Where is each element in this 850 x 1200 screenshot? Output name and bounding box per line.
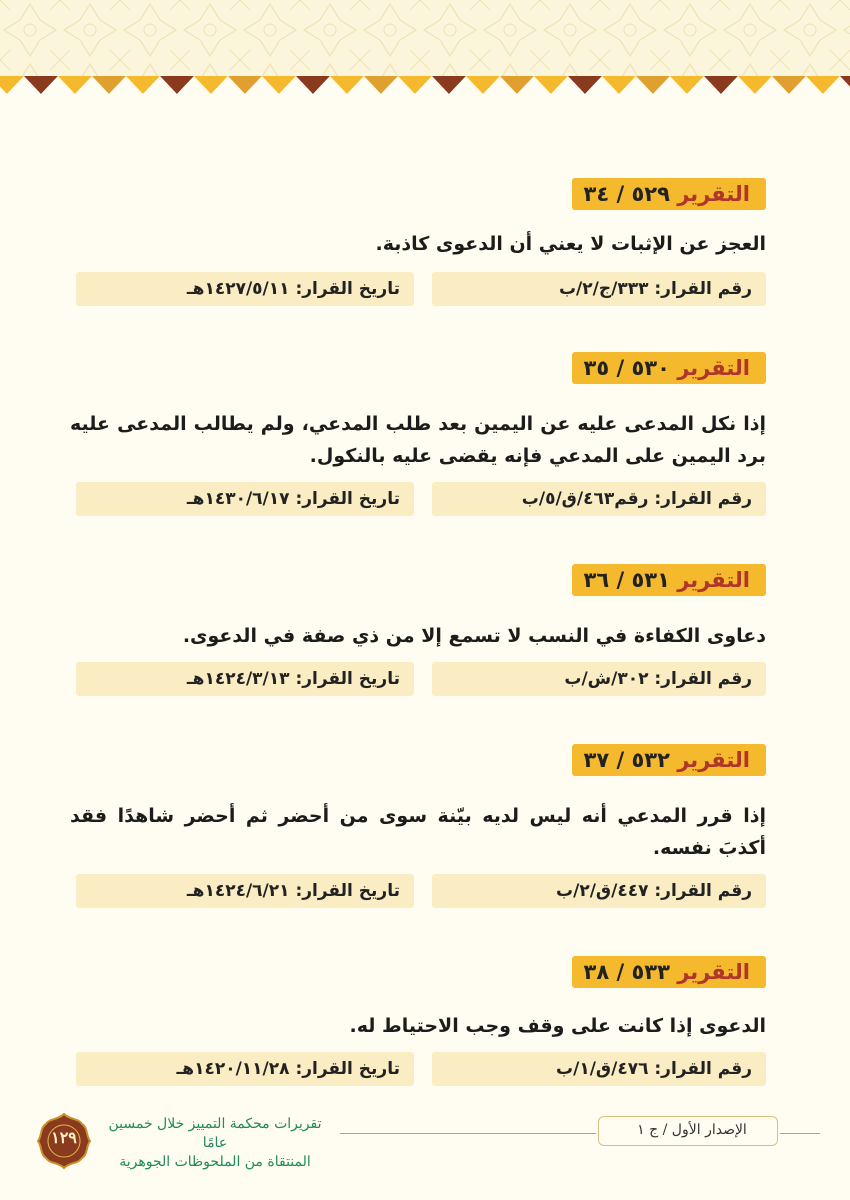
report-title: [572, 744, 767, 776]
report-section: [70, 744, 766, 914]
decision-number: رقم القرار: ٣٣٣/ج/٢/ب: [432, 272, 766, 306]
report-body: إذا قرر المدعي أنه ليس لديه بيّنة سوى من أحضر ثم أحضر شاهدًا فقد أكذبَ نفسه.: [70, 805, 766, 859]
report-title: [572, 352, 767, 384]
report-title-label: التقرير: [677, 182, 750, 206]
decision-number: رقم القرار: ٤٤٧/ق/٢/ب: [432, 874, 766, 908]
decision-date: تاريخ القرار: ١٤٢٤/٦/٢١هـ: [76, 874, 414, 908]
report-body: العجز عن الإثبات لا يعني أن الدعوى كاذبة.: [375, 233, 766, 255]
decision-date: تاريخ القرار: ١٤٣٠/٦/١٧هـ: [76, 482, 414, 516]
report-body: إذا نكل المدعى عليه عن اليمين بعد طلب المدعي، ولم يطالب المدعى عليه برد اليمين على المدعي فإنه يقضى عليه بالنكول.: [70, 413, 766, 467]
volume-label: الإصدار الأول / ج ١: [637, 1122, 747, 1138]
footer-divider: [780, 1133, 820, 1134]
book-title-line1: تقريرات محكمة التمييز خلال خمسين عامًا: [108, 1116, 322, 1151]
decision-date: تاريخ القرار: ١٤٢٧/٥/١١هـ: [76, 272, 414, 306]
book-title: [100, 1115, 330, 1172]
decision-number: رقم القرار: ٣٠٢/ش/ب: [432, 662, 766, 696]
report-title: [572, 564, 767, 596]
geometric-pattern-icon: [0, 0, 850, 80]
decision-number: رقم القرار: ٤٧٦/ق/١/ب: [432, 1052, 766, 1086]
report-section: [70, 178, 766, 308]
decorative-header: [0, 0, 850, 80]
book-title-line2: المنتقاة من الملحوظات الجوهرية: [119, 1154, 311, 1170]
report-body: دعاوى الكفاءة في النسب لا تسمع إلا من ذي صفة في الدعوى.: [182, 625, 766, 647]
report-title-number: ٥٣٠ / ٣٥: [583, 356, 670, 380]
report-title-label: التقرير: [677, 356, 750, 380]
report-section: [70, 956, 766, 1090]
decision-number: رقم القرار: رقم٤٦٣/ق/٥/ب: [432, 482, 766, 516]
report-title: [572, 178, 767, 210]
decision-date: تاريخ القرار: ١٤٢٤/٣/١٣هـ: [76, 662, 414, 696]
report-title-label: التقرير: [677, 568, 750, 592]
report-title-label: التقرير: [677, 960, 750, 984]
report-title-number: ٥٣٣ / ٣٨: [583, 960, 670, 984]
page-number: ١٢٩: [51, 1128, 77, 1147]
zigzag-border-icon: [0, 74, 850, 100]
decision-date: تاريخ القرار: ١٤٢٠/١١/٢٨هـ: [76, 1052, 414, 1086]
footer-divider: [340, 1133, 596, 1134]
report-section: [70, 352, 766, 522]
report-title-label: التقرير: [677, 748, 750, 772]
report-title-number: ٥٢٩ / ٣٤: [583, 182, 670, 206]
report-title: [572, 956, 767, 988]
report-body: الدعوى إذا كانت على وقف وجب الاحتياط له.: [349, 1015, 766, 1037]
report-section: [70, 564, 766, 698]
report-title-number: ٥٣١ / ٣٦: [583, 568, 670, 592]
report-title-number: ٥٣٢ / ٣٧: [583, 748, 670, 772]
